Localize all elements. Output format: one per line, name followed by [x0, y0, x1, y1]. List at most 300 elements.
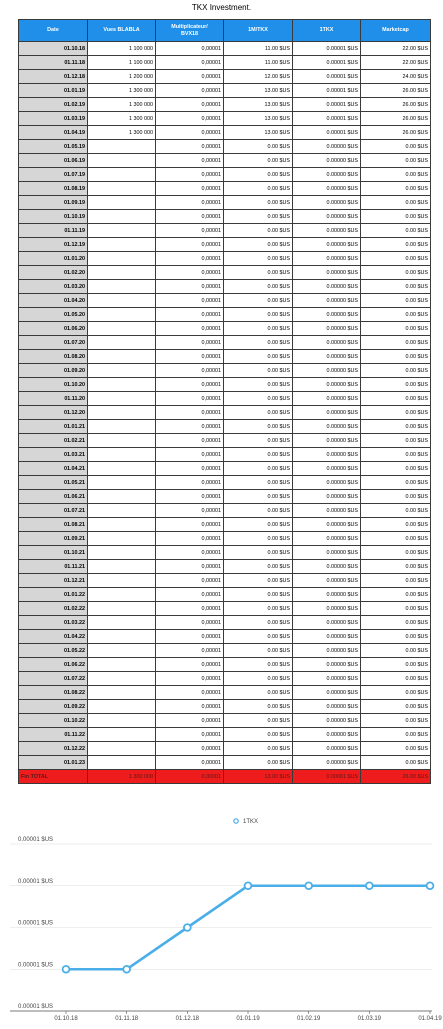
vues-cell[interactable]: [88, 392, 156, 406]
date-cell[interactable]: 01.01.21: [19, 420, 88, 434]
marketcap-cell[interactable]: 0.00 $US: [361, 224, 431, 238]
multiplicateur-cell[interactable]: 0,00001: [156, 462, 224, 476]
m1-tkx-cell[interactable]: 0.00 $US: [224, 644, 293, 658]
tkx-cell[interactable]: 0.00000 $US: [293, 588, 361, 602]
date-cell[interactable]: 01.01.19: [19, 84, 88, 98]
multiplicateur-cell[interactable]: 0,00001: [156, 714, 224, 728]
multiplicateur-cell[interactable]: 0,00001: [156, 168, 224, 182]
tkx-cell[interactable]: 0.00000 $US: [293, 714, 361, 728]
multiplicateur-cell[interactable]: 0,00001: [156, 364, 224, 378]
marketcap-cell[interactable]: 0.00 $US: [361, 518, 431, 532]
tkx-cell[interactable]: 0.00000 $US: [293, 266, 361, 280]
vues-cell[interactable]: [88, 630, 156, 644]
marketcap-cell[interactable]: 0.00 $US: [361, 672, 431, 686]
tkx-cell[interactable]: 0.00001 $US: [293, 42, 361, 56]
date-cell[interactable]: 01.11.19: [19, 224, 88, 238]
total-tkx-cell[interactable]: 0.00001 $US: [293, 770, 361, 784]
tkx-cell[interactable]: 0.00000 $US: [293, 238, 361, 252]
m1-tkx-cell[interactable]: 0.00 $US: [224, 490, 293, 504]
marketcap-cell[interactable]: 0.00 $US: [361, 406, 431, 420]
date-cell[interactable]: 01.10.18: [19, 42, 88, 56]
tkx-cell[interactable]: 0.00000 $US: [293, 728, 361, 742]
vues-cell[interactable]: [88, 434, 156, 448]
marketcap-cell[interactable]: 26.00 $US: [361, 126, 431, 140]
marketcap-cell[interactable]: 0.00 $US: [361, 658, 431, 672]
marketcap-cell[interactable]: 0.00 $US: [361, 294, 431, 308]
tkx-cell[interactable]: 0.00000 $US: [293, 308, 361, 322]
date-cell[interactable]: 01.11.22: [19, 728, 88, 742]
vues-cell[interactable]: 1 200 000: [88, 70, 156, 84]
marketcap-cell[interactable]: 0.00 $US: [361, 490, 431, 504]
vues-cell[interactable]: [88, 728, 156, 742]
multiplicateur-cell[interactable]: 0,00001: [156, 336, 224, 350]
multiplicateur-cell[interactable]: 0,00001: [156, 252, 224, 266]
vues-cell[interactable]: [88, 420, 156, 434]
m1-tkx-cell[interactable]: 13.00 $US: [224, 112, 293, 126]
tkx-cell[interactable]: 0.00000 $US: [293, 406, 361, 420]
multiplicateur-cell[interactable]: 0,00001: [156, 728, 224, 742]
vues-cell[interactable]: [88, 714, 156, 728]
tkx-cell[interactable]: 0.00000 $US: [293, 196, 361, 210]
tkx-cell[interactable]: 0.00000 $US: [293, 476, 361, 490]
date-cell[interactable]: 01.01.22: [19, 588, 88, 602]
m1-tkx-cell[interactable]: 0.00 $US: [224, 140, 293, 154]
multiplicateur-cell[interactable]: 0,00001: [156, 140, 224, 154]
date-cell[interactable]: 01.04.22: [19, 630, 88, 644]
multiplicateur-cell[interactable]: 0,00001: [156, 560, 224, 574]
vues-cell[interactable]: [88, 448, 156, 462]
marketcap-cell[interactable]: 0.00 $US: [361, 532, 431, 546]
multiplicateur-cell[interactable]: 0,00001: [156, 294, 224, 308]
marketcap-cell[interactable]: 0.00 $US: [361, 742, 431, 756]
tkx-cell[interactable]: 0.00000 $US: [293, 532, 361, 546]
marketcap-cell[interactable]: 0.00 $US: [361, 462, 431, 476]
vues-cell[interactable]: [88, 658, 156, 672]
m1-tkx-cell[interactable]: 0.00 $US: [224, 182, 293, 196]
marketcap-cell[interactable]: 0.00 $US: [361, 448, 431, 462]
marketcap-cell[interactable]: 0.00 $US: [361, 392, 431, 406]
tkx-cell[interactable]: 0.00000 $US: [293, 490, 361, 504]
multiplicateur-cell[interactable]: 0,00001: [156, 98, 224, 112]
vues-cell[interactable]: [88, 476, 156, 490]
vues-cell[interactable]: [88, 602, 156, 616]
multiplicateur-cell[interactable]: 0,00001: [156, 56, 224, 70]
m1-tkx-cell[interactable]: 0.00 $US: [224, 504, 293, 518]
m1-tkx-cell[interactable]: 0.00 $US: [224, 210, 293, 224]
m1-tkx-cell[interactable]: 0.00 $US: [224, 742, 293, 756]
m1-tkx-cell[interactable]: 0.00 $US: [224, 378, 293, 392]
total-multiplicateur-cell[interactable]: 0,00001: [156, 770, 224, 784]
multiplicateur-cell[interactable]: 0,00001: [156, 84, 224, 98]
date-cell[interactable]: 01.03.22: [19, 616, 88, 630]
m1-tkx-cell[interactable]: 0.00 $US: [224, 196, 293, 210]
vues-cell[interactable]: [88, 364, 156, 378]
m1-tkx-cell[interactable]: 0.00 $US: [224, 672, 293, 686]
date-cell[interactable]: 01.09.21: [19, 532, 88, 546]
multiplicateur-cell[interactable]: 0,00001: [156, 574, 224, 588]
date-cell[interactable]: 01.10.22: [19, 714, 88, 728]
multiplicateur-cell[interactable]: 0,00001: [156, 42, 224, 56]
m1-tkx-cell[interactable]: 0.00 $US: [224, 364, 293, 378]
tkx-cell[interactable]: 0.00000 $US: [293, 364, 361, 378]
date-cell[interactable]: 01.11.20: [19, 392, 88, 406]
multiplicateur-cell[interactable]: 0,00001: [156, 280, 224, 294]
marketcap-cell[interactable]: 0.00 $US: [361, 364, 431, 378]
date-cell[interactable]: 01.12.22: [19, 742, 88, 756]
m1-tkx-cell[interactable]: 0.00 $US: [224, 448, 293, 462]
date-cell[interactable]: 01.11.18: [19, 56, 88, 70]
date-cell[interactable]: 01.12.18: [19, 70, 88, 84]
date-cell[interactable]: 01.02.20: [19, 266, 88, 280]
date-cell[interactable]: 01.07.20: [19, 336, 88, 350]
date-cell[interactable]: 01.06.20: [19, 322, 88, 336]
vues-cell[interactable]: [88, 378, 156, 392]
m1-tkx-cell[interactable]: 0.00 $US: [224, 280, 293, 294]
marketcap-cell[interactable]: 0.00 $US: [361, 280, 431, 294]
date-cell[interactable]: 01.03.21: [19, 448, 88, 462]
multiplicateur-cell[interactable]: 0,00001: [156, 448, 224, 462]
date-cell[interactable]: 01.06.21: [19, 490, 88, 504]
tkx-cell[interactable]: 0.00000 $US: [293, 686, 361, 700]
vues-cell[interactable]: [88, 154, 156, 168]
m1-tkx-cell[interactable]: 0.00 $US: [224, 700, 293, 714]
tkx-cell[interactable]: 0.00000 $US: [293, 322, 361, 336]
vues-cell[interactable]: [88, 266, 156, 280]
marketcap-cell[interactable]: 0.00 $US: [361, 140, 431, 154]
multiplicateur-cell[interactable]: 0,00001: [156, 756, 224, 770]
m1-tkx-cell[interactable]: 0.00 $US: [224, 630, 293, 644]
tkx-cell[interactable]: 0.00000 $US: [293, 420, 361, 434]
total-marketcap-cell[interactable]: 26.00 $US: [361, 770, 431, 784]
m1-tkx-cell[interactable]: 0.00 $US: [224, 392, 293, 406]
tkx-cell[interactable]: 0.00001 $US: [293, 56, 361, 70]
marketcap-cell[interactable]: 0.00 $US: [361, 630, 431, 644]
multiplicateur-cell[interactable]: 0,00001: [156, 742, 224, 756]
multiplicateur-cell[interactable]: 0,00001: [156, 616, 224, 630]
tkx-cell[interactable]: 0.00000 $US: [293, 700, 361, 714]
date-cell[interactable]: 01.08.20: [19, 350, 88, 364]
marketcap-cell[interactable]: 0.00 $US: [361, 686, 431, 700]
tkx-cell[interactable]: 0.00000 $US: [293, 602, 361, 616]
marketcap-cell[interactable]: 0.00 $US: [361, 700, 431, 714]
tkx-cell[interactable]: 0.00001 $US: [293, 84, 361, 98]
vues-cell[interactable]: [88, 616, 156, 630]
tkx-cell[interactable]: 0.00001 $US: [293, 98, 361, 112]
date-cell[interactable]: 01.07.21: [19, 504, 88, 518]
vues-cell[interactable]: 1 300 000: [88, 98, 156, 112]
tkx-cell[interactable]: 0.00000 $US: [293, 518, 361, 532]
tkx-cell[interactable]: 0.00000 $US: [293, 280, 361, 294]
marketcap-cell[interactable]: 0.00 $US: [361, 350, 431, 364]
tkx-cell[interactable]: 0.00000 $US: [293, 462, 361, 476]
multiplicateur-cell[interactable]: 0,00001: [156, 322, 224, 336]
marketcap-cell[interactable]: 0.00 $US: [361, 322, 431, 336]
vues-cell[interactable]: 1 300 000: [88, 126, 156, 140]
multiplicateur-cell[interactable]: 0,00001: [156, 126, 224, 140]
tkx-cell[interactable]: 0.00000 $US: [293, 378, 361, 392]
m1-tkx-cell[interactable]: 0.00 $US: [224, 224, 293, 238]
tkx-cell[interactable]: 0.00000 $US: [293, 448, 361, 462]
date-cell[interactable]: 01.01.20: [19, 252, 88, 266]
multiplicateur-cell[interactable]: 0,00001: [156, 490, 224, 504]
total-m1-tkx-cell[interactable]: 13.00 $US: [224, 770, 293, 784]
marketcap-cell[interactable]: 0.00 $US: [361, 560, 431, 574]
date-cell[interactable]: 01.05.19: [19, 140, 88, 154]
m1-tkx-cell[interactable]: 0.00 $US: [224, 238, 293, 252]
marketcap-cell[interactable]: 0.00 $US: [361, 266, 431, 280]
m1-tkx-cell[interactable]: 11.00 $US: [224, 56, 293, 70]
date-cell[interactable]: 01.12.20: [19, 406, 88, 420]
m1-tkx-cell[interactable]: 0.00 $US: [224, 308, 293, 322]
tkx-cell[interactable]: 0.00000 $US: [293, 168, 361, 182]
marketcap-cell[interactable]: 22.00 $US: [361, 56, 431, 70]
total-date-cell[interactable]: Fin TOTAL: [19, 770, 88, 784]
m1-tkx-cell[interactable]: 0.00 $US: [224, 434, 293, 448]
marketcap-cell[interactable]: 26.00 $US: [361, 112, 431, 126]
date-cell[interactable]: 01.09.20: [19, 364, 88, 378]
m1-tkx-cell[interactable]: 0.00 $US: [224, 266, 293, 280]
m1-tkx-cell[interactable]: 0.00 $US: [224, 686, 293, 700]
m1-tkx-cell[interactable]: 13.00 $US: [224, 98, 293, 112]
m1-tkx-cell[interactable]: 0.00 $US: [224, 322, 293, 336]
marketcap-cell[interactable]: 0.00 $US: [361, 238, 431, 252]
date-cell[interactable]: 01.10.21: [19, 546, 88, 560]
vues-cell[interactable]: 1 100 000: [88, 56, 156, 70]
marketcap-cell[interactable]: 0.00 $US: [361, 588, 431, 602]
tkx-cell[interactable]: 0.00000 $US: [293, 742, 361, 756]
marketcap-cell[interactable]: 0.00 $US: [361, 574, 431, 588]
m1-tkx-cell[interactable]: 13.00 $US: [224, 84, 293, 98]
date-cell[interactable]: 01.04.21: [19, 462, 88, 476]
vues-cell[interactable]: [88, 756, 156, 770]
marketcap-cell[interactable]: 0.00 $US: [361, 252, 431, 266]
date-cell[interactable]: 01.02.21: [19, 434, 88, 448]
marketcap-cell[interactable]: 0.00 $US: [361, 182, 431, 196]
vues-cell[interactable]: [88, 700, 156, 714]
multiplicateur-cell[interactable]: 0,00001: [156, 350, 224, 364]
multiplicateur-cell[interactable]: 0,00001: [156, 644, 224, 658]
m1-tkx-cell[interactable]: 0.00 $US: [224, 658, 293, 672]
vues-cell[interactable]: [88, 280, 156, 294]
marketcap-cell[interactable]: 0.00 $US: [361, 616, 431, 630]
vues-cell[interactable]: [88, 560, 156, 574]
marketcap-cell[interactable]: 0.00 $US: [361, 644, 431, 658]
m1-tkx-cell[interactable]: 12.00 $US: [224, 70, 293, 84]
tkx-cell[interactable]: 0.00000 $US: [293, 182, 361, 196]
tkx-cell[interactable]: 0.00000 $US: [293, 350, 361, 364]
m1-tkx-cell[interactable]: 0.00 $US: [224, 420, 293, 434]
marketcap-cell[interactable]: 0.00 $US: [361, 196, 431, 210]
marketcap-cell[interactable]: 0.00 $US: [361, 210, 431, 224]
vues-cell[interactable]: [88, 644, 156, 658]
multiplicateur-cell[interactable]: 0,00001: [156, 308, 224, 322]
multiplicateur-cell[interactable]: 0,00001: [156, 406, 224, 420]
tkx-cell[interactable]: 0.00000 $US: [293, 252, 361, 266]
tkx-cell[interactable]: 0.00000 $US: [293, 546, 361, 560]
date-cell[interactable]: 01.12.19: [19, 238, 88, 252]
multiplicateur-cell[interactable]: 0,00001: [156, 266, 224, 280]
multiplicateur-cell[interactable]: 0,00001: [156, 154, 224, 168]
date-cell[interactable]: 01.02.22: [19, 602, 88, 616]
tkx-cell[interactable]: 0.00000 $US: [293, 756, 361, 770]
marketcap-cell[interactable]: 0.00 $US: [361, 602, 431, 616]
m1-tkx-cell[interactable]: 11.00 $US: [224, 42, 293, 56]
multiplicateur-cell[interactable]: 0,00001: [156, 182, 224, 196]
m1-tkx-cell[interactable]: 0.00 $US: [224, 616, 293, 630]
multiplicateur-cell[interactable]: 0,00001: [156, 112, 224, 126]
multiplicateur-cell[interactable]: 0,00001: [156, 700, 224, 714]
m1-tkx-cell[interactable]: 0.00 $US: [224, 714, 293, 728]
m1-tkx-cell[interactable]: 0.00 $US: [224, 588, 293, 602]
vues-cell[interactable]: [88, 672, 156, 686]
date-cell[interactable]: 01.09.22: [19, 700, 88, 714]
date-cell[interactable]: 01.07.19: [19, 168, 88, 182]
multiplicateur-cell[interactable]: 0,00001: [156, 210, 224, 224]
vues-cell[interactable]: [88, 336, 156, 350]
marketcap-cell[interactable]: 0.00 $US: [361, 336, 431, 350]
multiplicateur-cell[interactable]: 0,00001: [156, 546, 224, 560]
marketcap-cell[interactable]: 0.00 $US: [361, 504, 431, 518]
multiplicateur-cell[interactable]: 0,00001: [156, 70, 224, 84]
multiplicateur-cell[interactable]: 0,00001: [156, 420, 224, 434]
date-cell[interactable]: 01.08.21: [19, 518, 88, 532]
multiplicateur-cell[interactable]: 0,00001: [156, 504, 224, 518]
marketcap-cell[interactable]: 26.00 $US: [361, 84, 431, 98]
tkx-cell[interactable]: 0.00000 $US: [293, 154, 361, 168]
m1-tkx-cell[interactable]: 0.00 $US: [224, 560, 293, 574]
total-vues-cell[interactable]: 1 300 000: [88, 770, 156, 784]
vues-cell[interactable]: [88, 308, 156, 322]
marketcap-cell[interactable]: 0.00 $US: [361, 476, 431, 490]
tkx-cell[interactable]: 0.00001 $US: [293, 112, 361, 126]
marketcap-cell[interactable]: 0.00 $US: [361, 154, 431, 168]
tkx-cell[interactable]: 0.00000 $US: [293, 392, 361, 406]
m1-tkx-cell[interactable]: 0.00 $US: [224, 154, 293, 168]
date-cell[interactable]: 01.02.19: [19, 98, 88, 112]
vues-cell[interactable]: [88, 140, 156, 154]
vues-cell[interactable]: [88, 518, 156, 532]
tkx-cell[interactable]: 0.00000 $US: [293, 224, 361, 238]
date-cell[interactable]: 01.05.21: [19, 476, 88, 490]
tkx-cell[interactable]: 0.00000 $US: [293, 644, 361, 658]
tkx-cell[interactable]: 0.00000 $US: [293, 504, 361, 518]
vues-cell[interactable]: [88, 574, 156, 588]
date-cell[interactable]: 01.04.19: [19, 126, 88, 140]
vues-cell[interactable]: [88, 406, 156, 420]
date-cell[interactable]: 01.03.20: [19, 280, 88, 294]
m1-tkx-cell[interactable]: 13.00 $US: [224, 126, 293, 140]
multiplicateur-cell[interactable]: 0,00001: [156, 392, 224, 406]
multiplicateur-cell[interactable]: 0,00001: [156, 532, 224, 546]
tkx-cell[interactable]: 0.00001 $US: [293, 70, 361, 84]
m1-tkx-cell[interactable]: 0.00 $US: [224, 602, 293, 616]
date-cell[interactable]: 01.06.19: [19, 154, 88, 168]
date-cell[interactable]: 01.05.22: [19, 644, 88, 658]
vues-cell[interactable]: [88, 588, 156, 602]
m1-tkx-cell[interactable]: 0.00 $US: [224, 168, 293, 182]
m1-tkx-cell[interactable]: 0.00 $US: [224, 350, 293, 364]
vues-cell[interactable]: [88, 742, 156, 756]
tkx-cell[interactable]: 0.00000 $US: [293, 140, 361, 154]
tkx-cell[interactable]: 0.00000 $US: [293, 210, 361, 224]
date-cell[interactable]: 01.09.19: [19, 196, 88, 210]
marketcap-cell[interactable]: 0.00 $US: [361, 714, 431, 728]
marketcap-cell[interactable]: 0.00 $US: [361, 434, 431, 448]
m1-tkx-cell[interactable]: 0.00 $US: [224, 532, 293, 546]
vues-cell[interactable]: [88, 252, 156, 266]
date-cell[interactable]: 01.05.20: [19, 308, 88, 322]
multiplicateur-cell[interactable]: 0,00001: [156, 686, 224, 700]
vues-cell[interactable]: [88, 224, 156, 238]
m1-tkx-cell[interactable]: 0.00 $US: [224, 294, 293, 308]
date-cell[interactable]: 01.08.22: [19, 686, 88, 700]
date-cell[interactable]: 01.12.21: [19, 574, 88, 588]
date-cell[interactable]: 01.06.22: [19, 658, 88, 672]
date-cell[interactable]: 01.10.20: [19, 378, 88, 392]
multiplicateur-cell[interactable]: 0,00001: [156, 378, 224, 392]
multiplicateur-cell[interactable]: 0,00001: [156, 672, 224, 686]
vues-cell[interactable]: [88, 490, 156, 504]
marketcap-cell[interactable]: 0.00 $US: [361, 728, 431, 742]
marketcap-cell[interactable]: 0.00 $US: [361, 420, 431, 434]
multiplicateur-cell[interactable]: 0,00001: [156, 196, 224, 210]
date-cell[interactable]: 01.03.19: [19, 112, 88, 126]
tkx-cell[interactable]: 0.00000 $US: [293, 560, 361, 574]
date-cell[interactable]: 01.11.21: [19, 560, 88, 574]
multiplicateur-cell[interactable]: 0,00001: [156, 434, 224, 448]
vues-cell[interactable]: 1 300 000: [88, 84, 156, 98]
m1-tkx-cell[interactable]: 0.00 $US: [224, 756, 293, 770]
marketcap-cell[interactable]: 26.00 $US: [361, 98, 431, 112]
m1-tkx-cell[interactable]: 0.00 $US: [224, 336, 293, 350]
vues-cell[interactable]: [88, 182, 156, 196]
vues-cell[interactable]: [88, 322, 156, 336]
date-cell[interactable]: 01.04.20: [19, 294, 88, 308]
tkx-cell[interactable]: 0.00001 $US: [293, 126, 361, 140]
tkx-cell[interactable]: 0.00000 $US: [293, 336, 361, 350]
multiplicateur-cell[interactable]: 0,00001: [156, 588, 224, 602]
multiplicateur-cell[interactable]: 0,00001: [156, 602, 224, 616]
multiplicateur-cell[interactable]: 0,00001: [156, 518, 224, 532]
date-cell[interactable]: 01.08.19: [19, 182, 88, 196]
vues-cell[interactable]: [88, 196, 156, 210]
marketcap-cell[interactable]: 0.00 $US: [361, 756, 431, 770]
vues-cell[interactable]: [88, 350, 156, 364]
vues-cell[interactable]: [88, 462, 156, 476]
marketcap-cell[interactable]: 0.00 $US: [361, 378, 431, 392]
marketcap-cell[interactable]: 22.00 $US: [361, 42, 431, 56]
multiplicateur-cell[interactable]: 0,00001: [156, 224, 224, 238]
tkx-cell[interactable]: 0.00000 $US: [293, 574, 361, 588]
vues-cell[interactable]: [88, 168, 156, 182]
vues-cell[interactable]: [88, 532, 156, 546]
m1-tkx-cell[interactable]: 0.00 $US: [224, 728, 293, 742]
tkx-cell[interactable]: 0.00000 $US: [293, 616, 361, 630]
vues-cell[interactable]: [88, 686, 156, 700]
tkx-cell[interactable]: 0.00000 $US: [293, 658, 361, 672]
date-cell[interactable]: 01.01.23: [19, 756, 88, 770]
m1-tkx-cell[interactable]: 0.00 $US: [224, 546, 293, 560]
multiplicateur-cell[interactable]: 0,00001: [156, 476, 224, 490]
tkx-cell[interactable]: 0.00000 $US: [293, 672, 361, 686]
multiplicateur-cell[interactable]: 0,00001: [156, 658, 224, 672]
multiplicateur-cell[interactable]: 0,00001: [156, 630, 224, 644]
marketcap-cell[interactable]: 0.00 $US: [361, 546, 431, 560]
vues-cell[interactable]: [88, 210, 156, 224]
m1-tkx-cell[interactable]: 0.00 $US: [224, 462, 293, 476]
date-cell[interactable]: 01.10.19: [19, 210, 88, 224]
vues-cell[interactable]: 1 100 000: [88, 42, 156, 56]
